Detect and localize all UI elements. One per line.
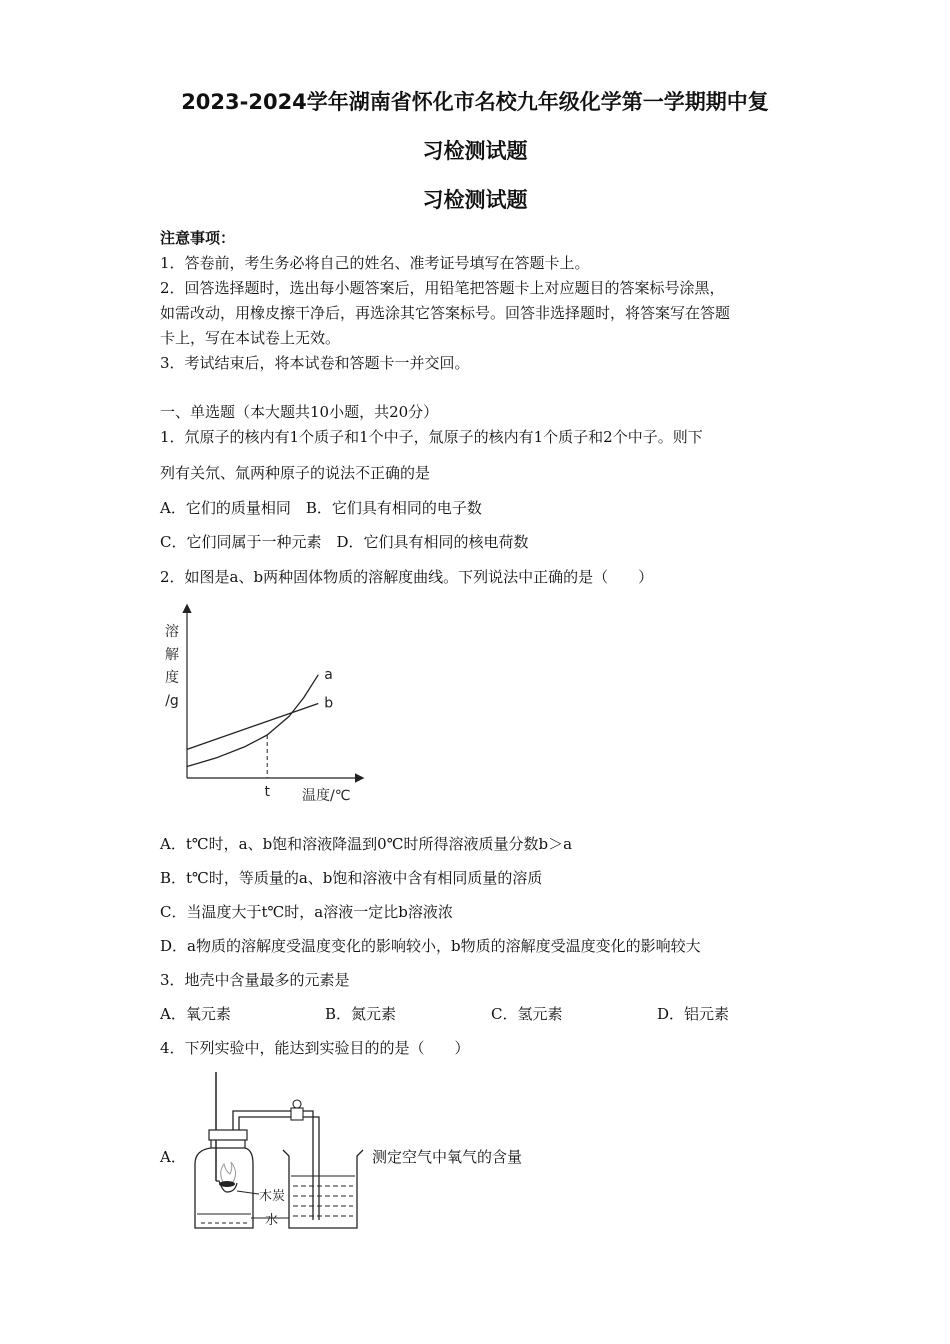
q2-option-b: B．t℃时，等质量的a、b饱和溶液中含有相同质量的溶质 [160,869,543,887]
q3-option-d: D．铝元素 [657,1005,730,1023]
notice-item-2-line3: 卡上，写在本试卷上无效。 [160,329,341,347]
notice-item-2-line1: 2．回答选择题时，选出每小题答案后，用铅笔把答题卡上对应题目的答案标号涂黑， [160,279,725,297]
chart-xlabel: 温度/℃ [302,788,351,804]
page-title-line1: 2023-2024学年湖南省怀化市名校九年级化学第一学期期中复 [181,90,769,114]
q3-stem: 3．地壳中含量最多的元素是 [160,971,350,989]
q2-stem: 2．如图是a、b两种固体物质的溶解度曲线。下列说法中正确的是（ ） [160,568,654,586]
section-heading: 一、单选题（本大题共10小题，共20分） [160,403,439,421]
notice-item-1: 1．答卷前，考生务必将自己的姓名、准考证号填写在答题卡上。 [160,254,590,272]
solubility-chart [150,600,380,810]
q1-options-cd: C．它们同属于一种元素 D．它们具有相同的核电荷数 [160,533,529,551]
notice-item-3: 3．考试结束后，将本试卷和答题卡一并交回。 [160,354,470,372]
q4-option-a-caption: 测定空气中氧气的含量 [372,1148,523,1166]
apparatus-label-charcoal: 木炭 [259,1189,286,1204]
q2-option-d: D．a物质的溶解度受温度变化的影响较小，b物质的溶解度受温度变化的影响较大 [160,937,701,955]
chart-xtick-t: t [264,784,270,800]
notice-item-2-line2: 如需改动，用橡皮擦干净后，再选涂其它答案标号。回答非选择题时，将答案写在答题 [160,304,731,322]
q1-options-ab: A．它们的质量相同 B．它们具有相同的电子数 [160,499,482,517]
q3-option-a: A．氧元素 [160,1005,231,1023]
q3-option-b: B．氮元素 [325,1005,397,1023]
q1-stem-line1: 1．氘原子的核内有1个质子和1个中子，氚原子的核内有1个质子和2个中子。则下 [160,428,703,446]
q2-option-a: A．t℃时，a、b饱和溶液降温到0℃时所得溶液质量分数b＞a [160,835,573,853]
q3-option-c: C．氢元素 [491,1005,563,1023]
q1-stem-line2: 列有关氘、氚两种原子的说法不正确的是 [160,464,431,482]
apparatus-label-water: 水 [265,1213,279,1228]
chart-ylabel-char: /g [165,693,179,709]
q4-stem: 4．下列实验中，能达到实验目的的是（ ） [160,1039,470,1057]
chart-series-a-label: a [324,666,333,683]
chart-series-a-line [187,675,318,767]
chart-series-b-label: b [324,695,334,712]
q4-option-a-label: A． [160,1148,186,1166]
chart-ylabel-char: 度 [165,670,179,686]
notice-heading: 注意事项： [160,229,236,247]
page-title-line3: 习检测试题 [422,188,528,212]
page-title-line2: 习检测试题 [422,139,528,163]
chart-ylabel-char: 解 [165,647,179,663]
chart-ylabel-char: 溶 [165,624,179,640]
q2-option-c: C．当温度大于t℃时，a溶液一定比b溶液浓 [160,903,453,921]
oxygen-measurement-apparatus [185,1068,370,1240]
